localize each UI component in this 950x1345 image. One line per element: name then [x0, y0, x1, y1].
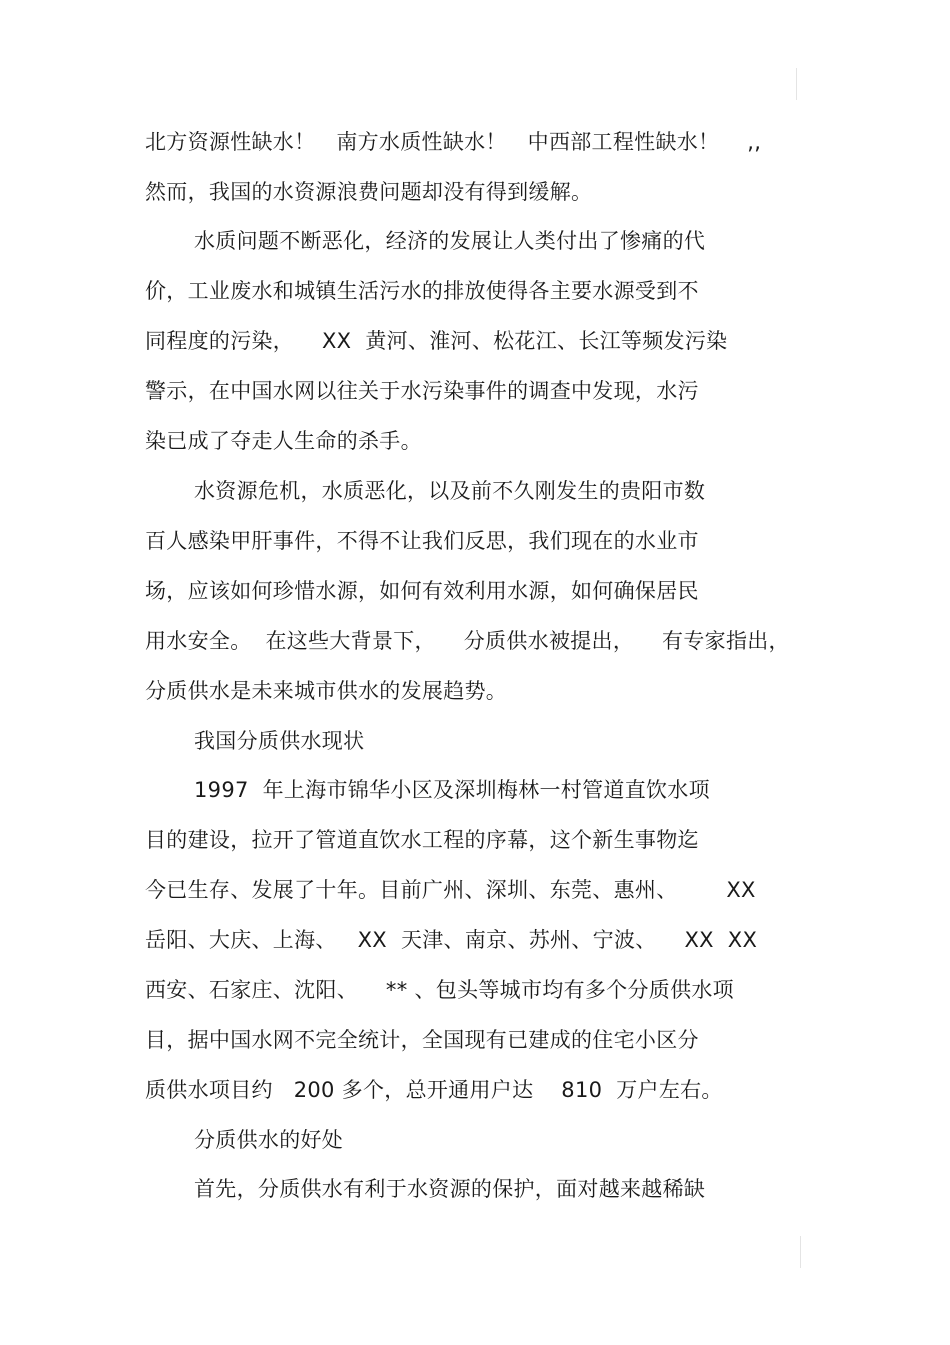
- section-heading: 分质供水的好处: [194, 1128, 344, 1152]
- paragraph-line: 水资源危机，水质恶化，以及前不久刚发生的贵阳市数: [194, 479, 706, 503]
- paragraph-line: 然而，我国的水资源浪费问题却没有得到缓解。: [145, 180, 593, 204]
- paragraph-line: 水质问题不断恶化，经济的发展让人类付出了惨痛的代: [194, 229, 706, 253]
- paragraph-line: 同程度的污染， XX 黄河、淮河、松花江、长江等频发污染: [145, 329, 728, 353]
- paragraph-line: 1997 年上海市锦华小区及深圳梅林一村管道直饮水项: [194, 778, 710, 802]
- page-corner-mark-top: [796, 68, 797, 100]
- paragraph-line: 目的建设，拉开了管道直饮水工程的序幕，这个新生事物迄: [145, 828, 699, 852]
- paragraph-line: 目，据中国水网不完全统计，全国现有已建成的住宅小区分: [145, 1028, 699, 1052]
- paragraph-line: 北方资源性缺水！ 南方水质性缺水！ 中西部工程性缺水！ ,,: [145, 130, 762, 154]
- paragraph-line: 场，应该如何珍惜水源，如何有效利用水源，如何确保居民: [145, 579, 699, 603]
- paragraph-line: 西安、石家庄、沈阳、 ** 、包头等城市均有多个分质供水项: [145, 978, 734, 1002]
- page-corner-mark-bottom: [800, 1236, 801, 1268]
- paragraph-line: 首先，分质供水有利于水资源的保护，面对越来越稀缺: [194, 1177, 706, 1201]
- paragraph-line: 岳阳、大庆、上海、 XX 天津、南京、苏州、宁波、 XX XX: [145, 928, 758, 952]
- paragraph-line: 用水安全。 在这些大背景下， 分质供水被提出， 有专家指出，: [145, 629, 790, 653]
- paragraph-line: 警示，在中国水网以往关于水污染事件的调查中发现，水污: [145, 379, 699, 403]
- section-heading: 我国分质供水现状: [194, 729, 365, 753]
- paragraph-line: 百人感染甲肝事件，不得不让我们反思，我们现在的水业市: [145, 529, 699, 553]
- paragraph-line: 质供水项目约 200 多个，总开通用户达 810 万户左右。: [145, 1078, 723, 1102]
- paragraph-line: 染已成了夺走人生命的杀手。: [145, 429, 422, 453]
- paragraph-line: 价，工业废水和城镇生活污水的排放使得各主要水源受到不: [145, 279, 699, 303]
- paragraph-line: 今已生存、发展了十年。目前广州、深圳、东莞、惠州、 XX: [145, 878, 756, 902]
- paragraph-line: 分质供水是未来城市供水的发展趋势。: [145, 679, 508, 703]
